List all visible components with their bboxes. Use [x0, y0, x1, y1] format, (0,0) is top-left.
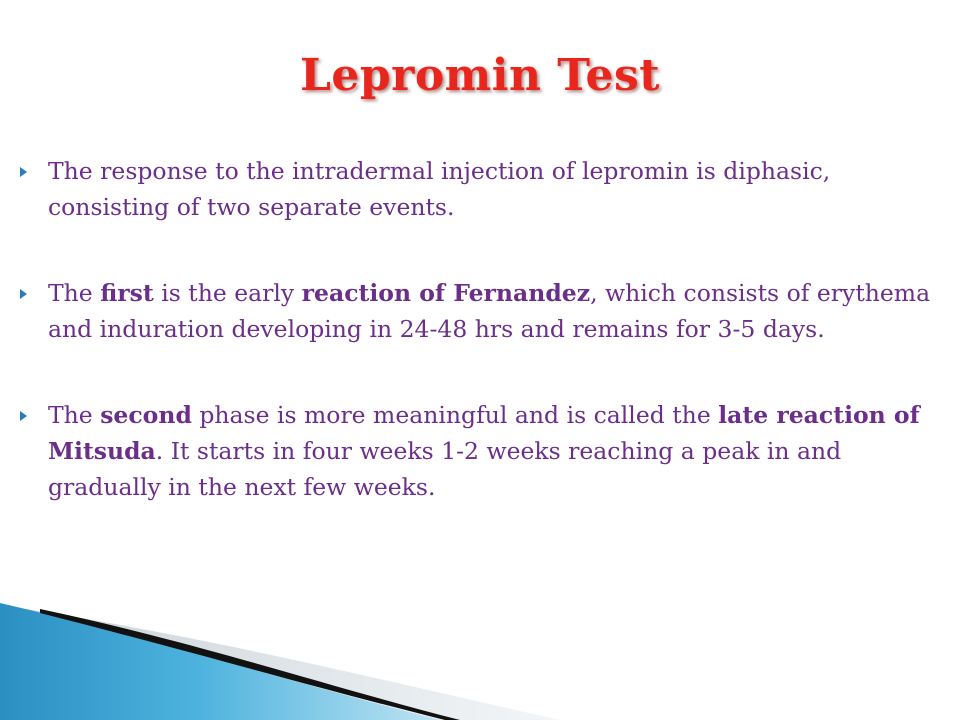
text-segment: The [48, 401, 101, 429]
text-segment: . It starts in four weeks 1-2 weeks reaching a peak in and gradually in the next few weeks. [48, 437, 842, 501]
decorative-swoosh [0, 595, 960, 720]
bullet-list [18, 153, 946, 555]
text-segment: The response to the intradermal injection of lepromin is diphasic, consisting of two separate events. [48, 157, 831, 221]
text-segment: The [48, 279, 101, 307]
bullet-text [48, 157, 830, 221]
bold-term: late reaction of Mitsuda [48, 401, 920, 465]
bullet-item [18, 397, 946, 505]
bullet-item [18, 153, 946, 225]
slide-title: Lepromin Test [299, 50, 661, 101]
bold-term: reaction of Fernandez [301, 279, 591, 307]
triangle-bullet-icon [20, 167, 27, 177]
text-segment: , which consists of erythema and induration developing in 24-48 hrs and remains for 3-5 days. [48, 279, 931, 343]
bullet-text [48, 401, 920, 501]
bold-term: first [100, 279, 154, 307]
bullet-text [48, 279, 930, 343]
text-segment: is the early [153, 279, 302, 307]
bullet-item [18, 275, 946, 347]
triangle-bullet-icon [20, 289, 27, 299]
text-segment: phase is more meaningful and is called the [191, 401, 719, 429]
triangle-bullet-icon [20, 411, 27, 421]
bold-term: second [100, 401, 192, 429]
